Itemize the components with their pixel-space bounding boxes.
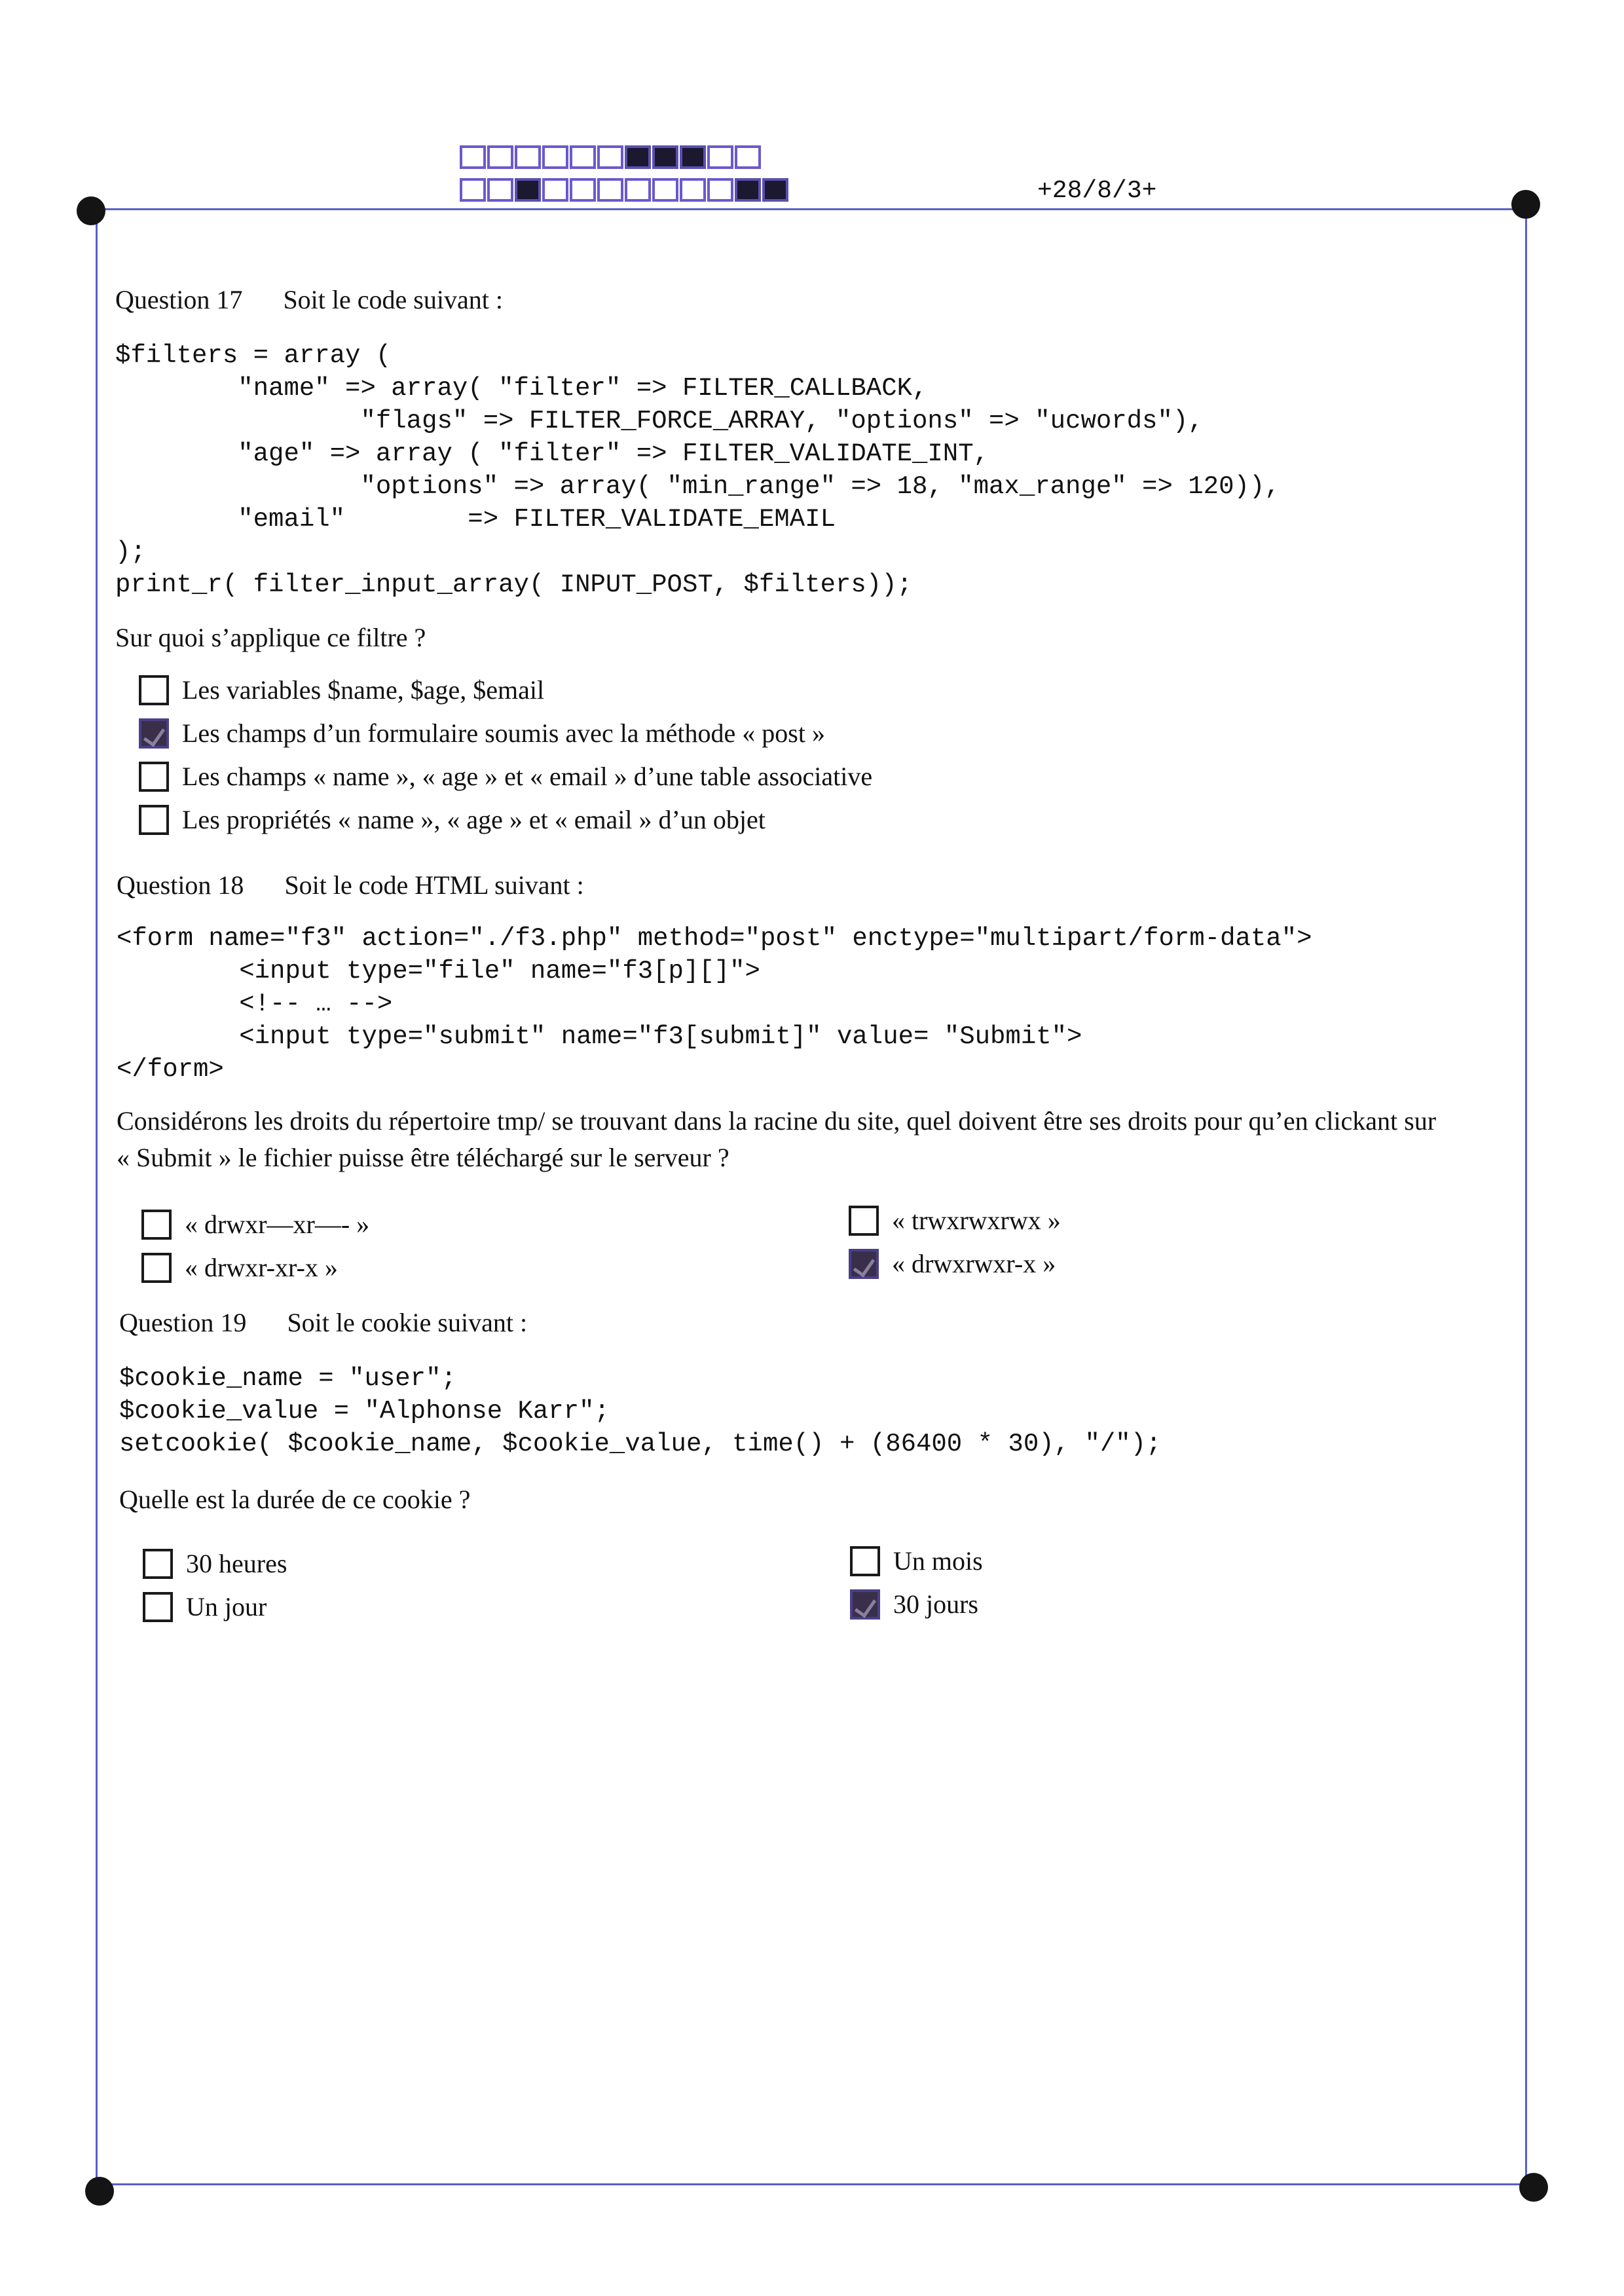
frame-bottom-line xyxy=(96,2183,1534,2185)
id-grid-row-2-cell-2 xyxy=(487,178,513,202)
q17-option-1-label: Les variables $name, $age, $email xyxy=(182,675,545,705)
q17-option-1-checkbox[interactable] xyxy=(139,675,169,705)
question-19-label: Question 19 xyxy=(119,1308,247,1337)
q19-option-2-label: Un jour xyxy=(186,1592,267,1621)
q18-option-2-checkbox[interactable] xyxy=(141,1253,172,1283)
id-grid-row-1-cell-6 xyxy=(597,145,623,169)
id-grid-row-1-cell-9 xyxy=(680,145,706,169)
q19-option-2[interactable] xyxy=(143,1591,267,1622)
registration-mark-top-left xyxy=(77,196,105,225)
q18-option-1[interactable] xyxy=(141,1209,369,1240)
id-grid-row-2-cell-7 xyxy=(625,178,651,202)
id-grid-row-1-cell-11 xyxy=(735,145,761,169)
id-grid-row-1-cell-10 xyxy=(707,145,733,169)
frame-right-line xyxy=(1525,208,1527,2186)
question-18-header xyxy=(117,870,584,900)
q19-option-4-checkbox[interactable] xyxy=(850,1589,880,1620)
id-grid-row-1-cell-5 xyxy=(570,145,596,169)
q17-option-2-checkbox[interactable] xyxy=(139,718,169,749)
question-18-text-line-1: Considérons les droits du répertoire tmp/ se trouvant dans la racine du site, quel doivent être ses droits pour qu’en clickant sur xyxy=(117,1106,1437,1136)
id-grid-row-1-cell-8 xyxy=(652,145,678,169)
q18-option-4-label: « drwxrwxr-x » xyxy=(892,1249,1056,1278)
question-17-header xyxy=(115,284,503,315)
registration-mark-bottom-right xyxy=(1519,2173,1548,2202)
question-17-prompt: Soit le code suivant : xyxy=(283,285,503,314)
question-18-label: Question 18 xyxy=(117,870,244,900)
id-grid-row-2-cell-5 xyxy=(570,178,596,202)
question-18-prompt: Soit le code HTML suivant : xyxy=(284,870,584,900)
q17-option-1[interactable] xyxy=(139,675,544,705)
frame-top-line xyxy=(90,208,1528,210)
id-grid-row-1-cell-4 xyxy=(542,145,568,169)
id-grid-row-2-cell-10 xyxy=(707,178,733,202)
id-code-grid-row-2 xyxy=(460,178,788,202)
question-18-code: <form name="f3" action="./f3.php" method="post" enctype="multipart/form-data"> <input type="file" name="f3[p][]"> <!-- … --> <input type="submit" name="f3[submit]" value= "Submit"> </form> xyxy=(117,924,1312,1084)
id-grid-row-2-cell-9 xyxy=(680,178,706,202)
id-grid-row-2-cell-1 xyxy=(460,178,486,202)
registration-mark-top-right xyxy=(1511,190,1540,219)
q18-option-2-label: « drwxr-xr-x » xyxy=(185,1253,338,1282)
question-19-code: $cookie_name = "user"; $cookie_value = "Alphonse Karr"; setcookie( $cookie_name, $cookie_value, time() + (86400 * 30), "/"); xyxy=(119,1364,1162,1458)
q17-option-2[interactable] xyxy=(139,718,825,749)
id-grid-row-2-cell-8 xyxy=(652,178,678,202)
q18-option-3-label: « trwxrwxrwx » xyxy=(892,1206,1061,1235)
frame-left-line xyxy=(96,208,98,2186)
q19-option-3-checkbox[interactable] xyxy=(850,1546,880,1576)
q19-option-2-checkbox[interactable] xyxy=(143,1592,173,1622)
question-19-prompt: Soit le cookie suivant : xyxy=(287,1308,528,1337)
q19-option-4[interactable] xyxy=(850,1589,978,1620)
q19-option-3-label: Un mois xyxy=(893,1546,983,1576)
q17-option-3[interactable] xyxy=(139,761,872,792)
q18-option-1-label: « drwxr—xr—- » xyxy=(185,1210,370,1239)
q17-option-4-checkbox[interactable] xyxy=(139,805,169,835)
id-code-grid-row-1 xyxy=(460,145,761,169)
id-grid-row-2-cell-3 xyxy=(515,178,541,202)
q18-option-2[interactable] xyxy=(141,1252,338,1283)
id-grid-row-2-cell-11 xyxy=(735,178,761,202)
id-grid-row-1-cell-7 xyxy=(625,145,651,169)
q19-option-1-checkbox[interactable] xyxy=(143,1549,173,1579)
q19-option-3[interactable] xyxy=(850,1546,983,1576)
id-grid-row-2-cell-12 xyxy=(762,178,788,202)
q17-option-3-label: Les champs « name », « age » et « email » d’une table associative xyxy=(182,762,873,791)
question-19-header xyxy=(119,1307,527,1338)
id-grid-row-1-cell-3 xyxy=(515,145,541,169)
question-19-text: Quelle est la durée de ce cookie ? xyxy=(119,1485,471,1514)
q19-option-1-label: 30 heures xyxy=(186,1549,287,1578)
q17-option-4-label: Les propriétés « name », « age » et « email » d’un objet xyxy=(182,805,766,834)
q18-option-1-checkbox[interactable] xyxy=(141,1210,172,1240)
question-17-text: Sur quoi s’applique ce filtre ? xyxy=(115,623,426,652)
q19-option-1[interactable] xyxy=(143,1548,287,1579)
q18-option-3[interactable] xyxy=(849,1205,1061,1236)
q19-option-4-label: 30 jours xyxy=(893,1589,978,1619)
id-grid-row-2-cell-6 xyxy=(597,178,623,202)
q18-option-4[interactable] xyxy=(849,1248,1056,1279)
question-17-code: $filters = array ( "name" => array( "filter" => FILTER_CALLBACK, "flags" => FILTER_FORCE_ARRAY, "options" => "ucwords"), "age" => array ( "filter" => FILTER_VALIDATE_INT, "options" => array( "min_range" => 18, "max_range" => 120)), "email" => FILTER_VALIDATE_EMAIL ); print_r( filter_input_array( INPUT_POST, $filters)); xyxy=(115,341,1280,599)
id-grid-row-1-cell-2 xyxy=(487,145,513,169)
question-17-label: Question 17 xyxy=(115,285,243,314)
id-grid-row-2-cell-4 xyxy=(542,178,568,202)
id-grid-row-1-cell-1 xyxy=(460,145,486,169)
question-18-text-line-2: « Submit » le fichier puisse être téléchargé sur le serveur ? xyxy=(117,1143,729,1172)
q18-option-4-checkbox[interactable] xyxy=(849,1249,879,1279)
q17-option-2-label: Les champs d’un formulaire soumis avec la méthode « post » xyxy=(182,718,825,748)
q17-option-3-checkbox[interactable] xyxy=(139,762,169,792)
q18-option-3-checkbox[interactable] xyxy=(849,1206,879,1236)
registration-mark-bottom-left xyxy=(85,2177,114,2206)
q17-option-4[interactable] xyxy=(139,804,766,835)
page-code: +28/8/3+ xyxy=(1037,177,1157,205)
